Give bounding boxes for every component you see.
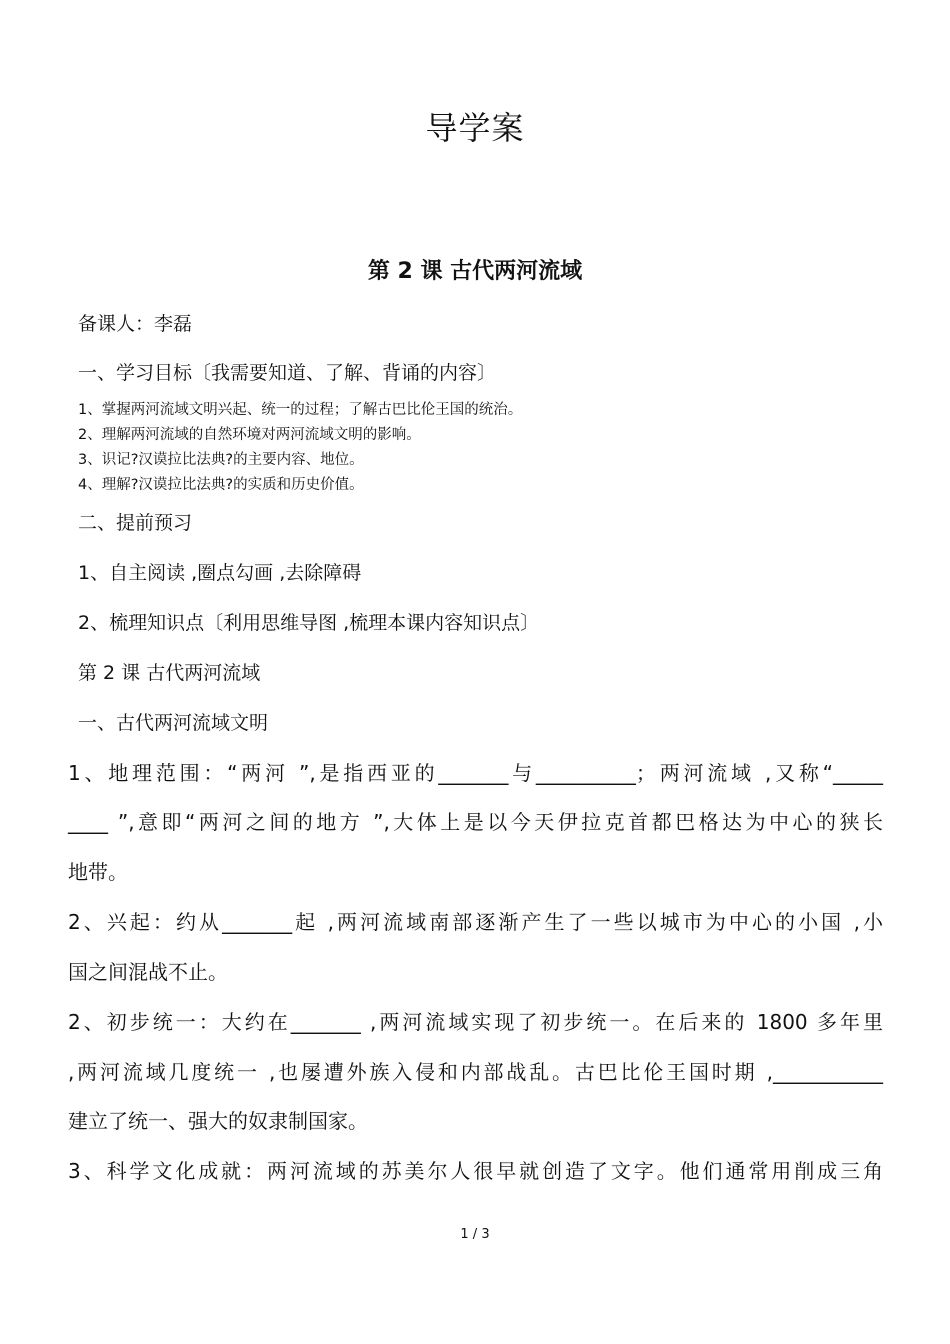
page-number: 1 / 3 (460, 1227, 490, 1242)
part-heading: 一、古代两河流域文明 (78, 712, 269, 734)
lesson-title: 第 2 课 古代两河流域 (367, 259, 583, 284)
goal-item: 4、理解?汉谟拉比法典?的实质和历史价值。 (78, 477, 364, 493)
goal-item: 2、理解两河流域的自然环境对两河流域文明的影响。 (78, 427, 421, 443)
paragraph-line: 地带。 (68, 860, 128, 884)
paragraph-line: 1、地理范围：“两河 ”,是指西亚的_______与__________；两河流域 ,又称“_____ (68, 761, 883, 785)
paragraph-line: ,两河流域几度统一 ,也屡遭外族入侵和内部战乱。古巴比伦王国时期 ,___________ (68, 1060, 883, 1084)
section-heading-preview: 二、提前预习 (78, 512, 193, 534)
paragraph-line: 国之间混战不止。 (68, 960, 228, 984)
goal-item: 3、识记?汉谟拉比法典?的主要内容、地位。 (78, 452, 364, 468)
preview-step-1: 1、自主阅读 ,圈点勾画 ,去除障碍 (78, 562, 362, 584)
preview-step-2: 2、梳理知识点〔利用思维导图 ,梳理本课内容知识点〕 (78, 612, 540, 634)
paragraph-line: 2、初步统一：大约在_______ ,两河流域实现了初步统一。在后来的 1800 多年里 (68, 1010, 883, 1034)
paragraph-line: ____ ”,意即“两河之间的地方 ”,大体上是以今天伊拉克首都巴格达为中心的狭长 (68, 810, 883, 834)
paragraph-line: 3、科学文化成就：两河流域的苏美尔人很早就创造了文字。他们通常用削成三角 (68, 1159, 883, 1183)
section-heading-goals: 一、学习目标〔我需要知道、了解、背诵的内容〕 (78, 362, 497, 384)
page-title: 导学案 (425, 109, 525, 147)
goal-item: 1、掌握两河流域文明兴起、统一的过程；了解古巴比伦王国的统治。 (78, 402, 523, 418)
preparer-line: 备课人：李磊 (78, 313, 193, 335)
paragraph-line: 2、兴起：约从_______起 ,两河流域南部逐渐产生了一些以城市为中心的小国 ,小 (68, 910, 883, 934)
lesson-subtitle: 第 2 课 古代两河流域 (78, 662, 261, 684)
paragraph-line: 建立了统一、强大的奴隶制国家。 (68, 1109, 368, 1133)
